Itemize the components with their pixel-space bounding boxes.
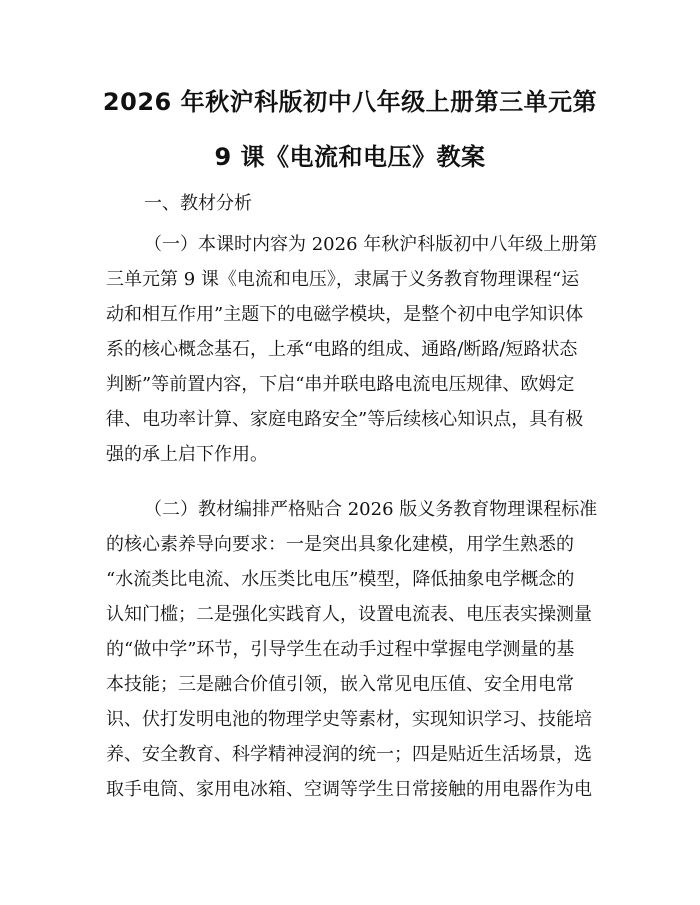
paragraph-2-line: 认知门槛；二是强化实践育人，设置电流表、电压表实操测量 xyxy=(106,604,592,625)
paragraph-2-line: 的“做中学”环节，引导学生在动手过程中掌握电学测量的基 xyxy=(106,639,575,660)
paragraph-2-line: “水流类比电流、水压类比电压”模型，降低抽象电学概念的 xyxy=(106,569,575,590)
paragraph-2-line: （二）教材编排严格贴合 2026 版义务教育物理课程标准 xyxy=(144,499,598,520)
paragraph-1-line: 动和相互作用”主题下的电磁学模块，是整个初中电学知识体 xyxy=(106,304,584,325)
paragraph-1-line: 判断”等前置内容，下启“串并联电路电流电压规律、欧姆定 xyxy=(106,374,575,395)
paragraph-1-line: （一）本课时内容为 2026 年秋沪科版初中八年级上册第 xyxy=(144,234,598,255)
paragraph-1-line: 三单元第 9 课《电流和电压》，隶属于义务教育物理课程“运 xyxy=(106,269,580,290)
paragraph-2-line: 本技能；三是融合价值引领，嵌入常见电压值、安全用电常 xyxy=(106,674,574,695)
paragraph-2-line: 的核心素养导向要求：一是突出具象化建模，用学生熟悉的 xyxy=(106,534,574,555)
document-title-line-2: 9 课《电流和电压》教案 xyxy=(214,143,486,171)
paragraph-2-line: 养、安全教育、科学精神浸润的统一；四是贴近生活场景，选 xyxy=(106,744,592,765)
paragraph-1-line: 律、电功率计算、家庭电路安全”等后续核心知识点，具有极 xyxy=(106,409,584,430)
paragraph-1-line: 强的承上启下作用。 xyxy=(106,444,268,465)
paragraph-2-line: 识、伏打发明电池的物理学史等素材，实现知识学习、技能培 xyxy=(106,709,592,730)
document-title-line-1: 2026 年秋沪科版初中八年级上册第三单元第 xyxy=(102,88,598,116)
paragraph-2-line: 取手电筒、家用电冰箱、空调等学生日常接触的用电器作为电 xyxy=(106,779,592,800)
section-heading-teaching-material-analysis: 一、教材分析 xyxy=(144,193,252,214)
paragraph-1-line: 系的核心概念基石，上承“电路的组成、通路/断路/短路状态 xyxy=(106,339,578,360)
